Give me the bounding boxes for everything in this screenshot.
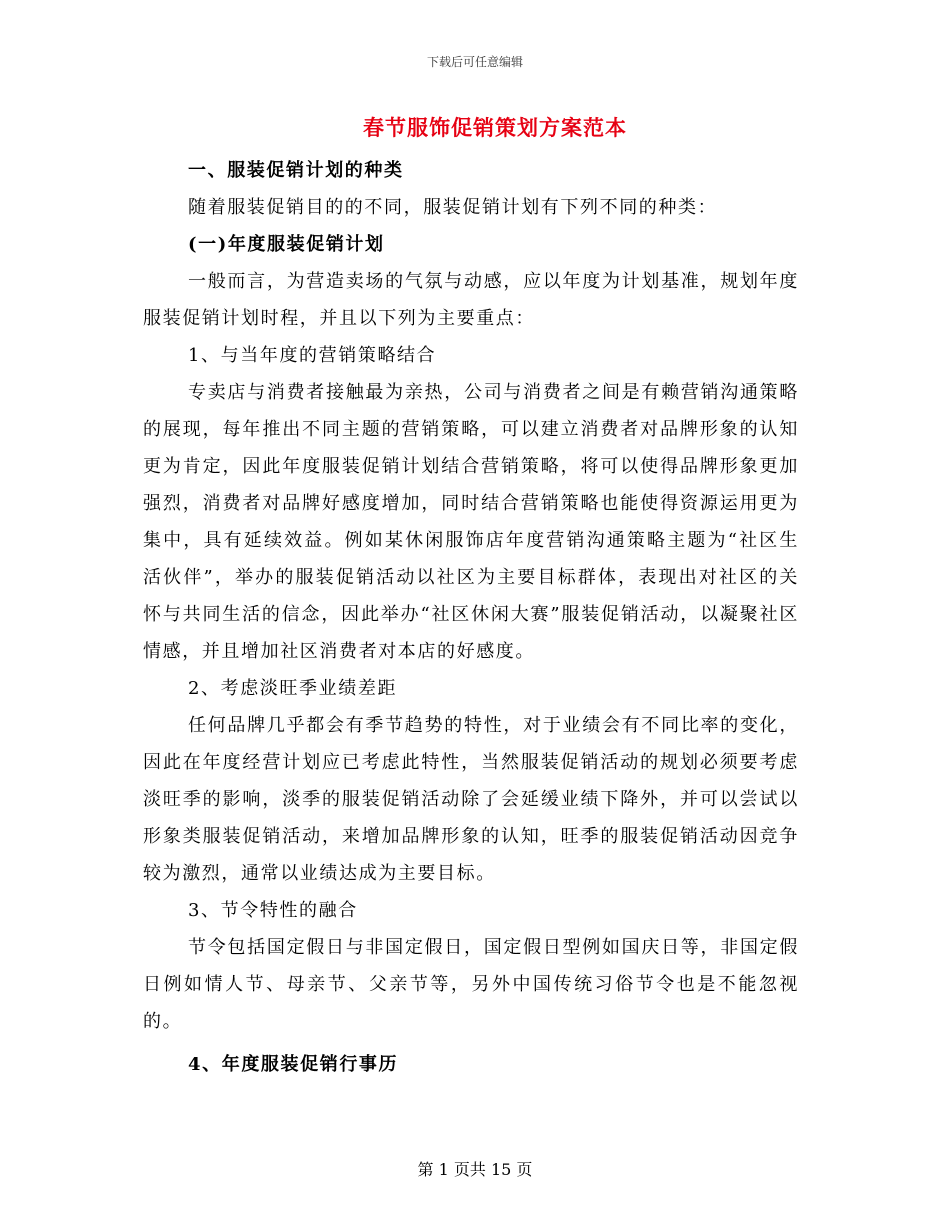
numbered-heading: 3、节令特性的融合 [188,900,358,921]
section-heading: 一、服装促销计划的种类 [188,160,404,181]
numbered-heading: 2、考虑淡旺季业绩差距 [188,678,398,699]
header-note: 下载后可任意编辑 [426,55,523,69]
document-title: 春节服饰促销策划方案范本 [363,115,627,140]
paragraph: 专卖店与消费者接触最为亲热，公司与消费者之间是有赖营销沟通策略的展现，每年推出不同主题的营销策略，可以建立消费者对品牌形象的认知更为肯定，因此年度服装促销计划结合营销策略，将可以使得品牌形象更加强烈，消费者对品牌好感度增加，同时结合营销策略也能使得资源运用更为集中，具有延续效益。例如某休闲服饰店年度营销沟通策略主题为“社区生活伙伴”，举办的服装促销活动以社区为主要目标群体，表现出对社区的关怀与共同生活的信念，因此举办“社区休闲大赛”服装促销活动，以凝聚社区情感，并且增加社区消费者对本店的好感度。 [143,382,799,662]
page-number: 第 1 页共 15 页 [417,1160,533,1179]
numbered-heading: 4、年度服装促销行事历 [188,1054,399,1075]
document-body [143,152,799,1083]
paragraph: 随着服装促销目的的不同，服装促销计划有下列不同的种类： [188,197,718,218]
subsection-heading: (一)年度服装促销计划 [188,234,385,255]
paragraph: 一般而言，为营造卖场的气氛与动感，应以年度为计划基准，规划年度服装促销计划时程，并且以下列为主要重点： [143,271,799,329]
paragraph: 任何品牌几乎都会有季节趋势的特性，对于业绩会有不同比率的变化，因此在年度经营计划应已考虑此特性，当然服装促销活动的规划必须要考虑淡旺季的影响，淡季的服装促销活动除了会延缓业绩下降外，并可以尝试以形象类服装促销活动，来增加品牌形象的认知，旺季的服装促销活动因竞争较为激烈，通常以业绩达成为主要目标。 [143,715,799,884]
paragraph: 节令包括国定假日与非国定假日，国定假日型例如国庆日等，非国定假日例如情人节、母亲节、父亲节等，另外中国传统习俗节令也是不能忽视的。 [143,937,799,1032]
numbered-heading: 1、与当年度的营销策略结合 [188,345,437,366]
